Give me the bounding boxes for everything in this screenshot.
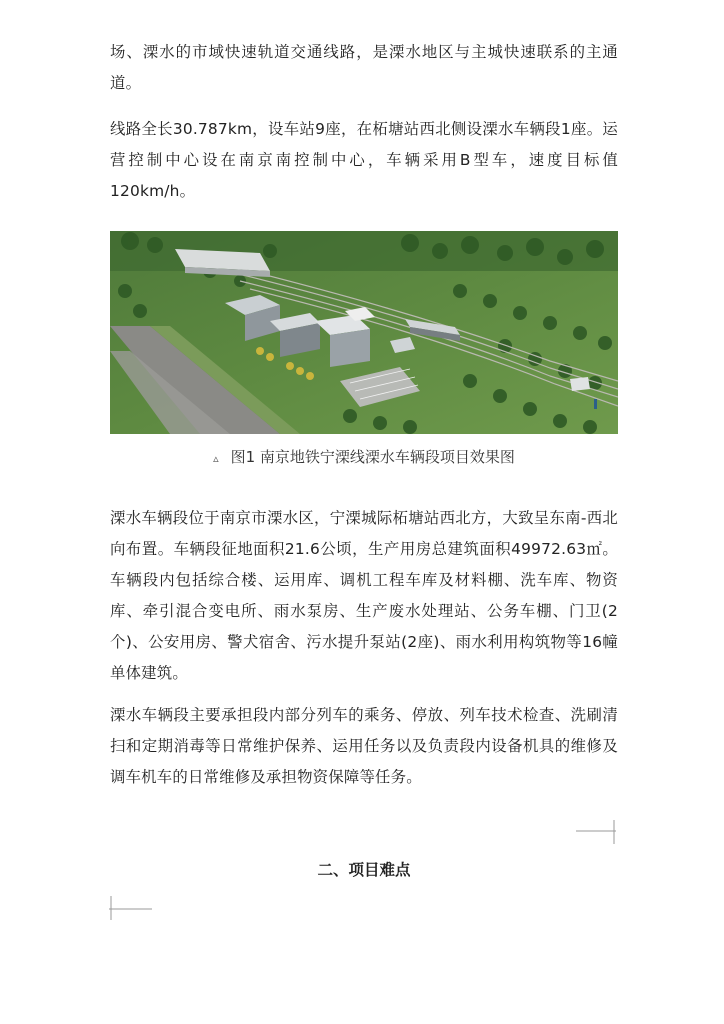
figure-caption xyxy=(110,445,618,471)
paragraph-intro-continued: 场、溧水的市域快速轨道交通线路，是溧水地区与主城快速联系的主通道。 xyxy=(110,43,618,92)
aerial-rendering-illustration xyxy=(110,231,618,434)
crop-mark-top-right xyxy=(576,820,620,846)
caption-marker: ▵ xyxy=(213,452,219,465)
paragraph-depot-description: 溧水车辆段位于南京市溧水区，宁溧城际柘塘站西北方，大致呈东南-西北向布置。车辆段征地面积21.6公顷，生产用房总建筑面积49972.63㎡。车辆段内包括综合楼、运用库、调机工程车库及材料棚、洗车库、物资库、牵引混合变电所、雨水泵房、生产废水处理站、公务车棚、门卫(2个)、公安用房、警犬宿舍、污水提升泵站(2座)、雨水利用构筑物等16幢单体建筑。 xyxy=(110,509,618,682)
paragraph-depot-functions: 溧水车辆段主要承担段内部分列车的乘务、停放、列车技术检查、洗刷清扫和定期消毒等日常维护保养、运用任务以及负责段内设备机具的维修及调车机车的日常维修及承担物资保障等任务。 xyxy=(110,706,618,786)
paragraph-line-overview: 线路全长30.787km，设车站9座，在柘塘站西北侧设溧水车辆段1座。运营控制中心设在南京南控制中心，车辆采用B型车，速度目标值120km/h。 xyxy=(110,120,618,200)
section-heading: 二、项目难点 xyxy=(317,861,411,879)
depot-rendering-image xyxy=(110,231,618,434)
caption-text: 图1 南京地铁宁溧线溧水车辆段项目效果图 xyxy=(230,448,515,466)
crop-mark-bottom-left xyxy=(106,896,154,922)
